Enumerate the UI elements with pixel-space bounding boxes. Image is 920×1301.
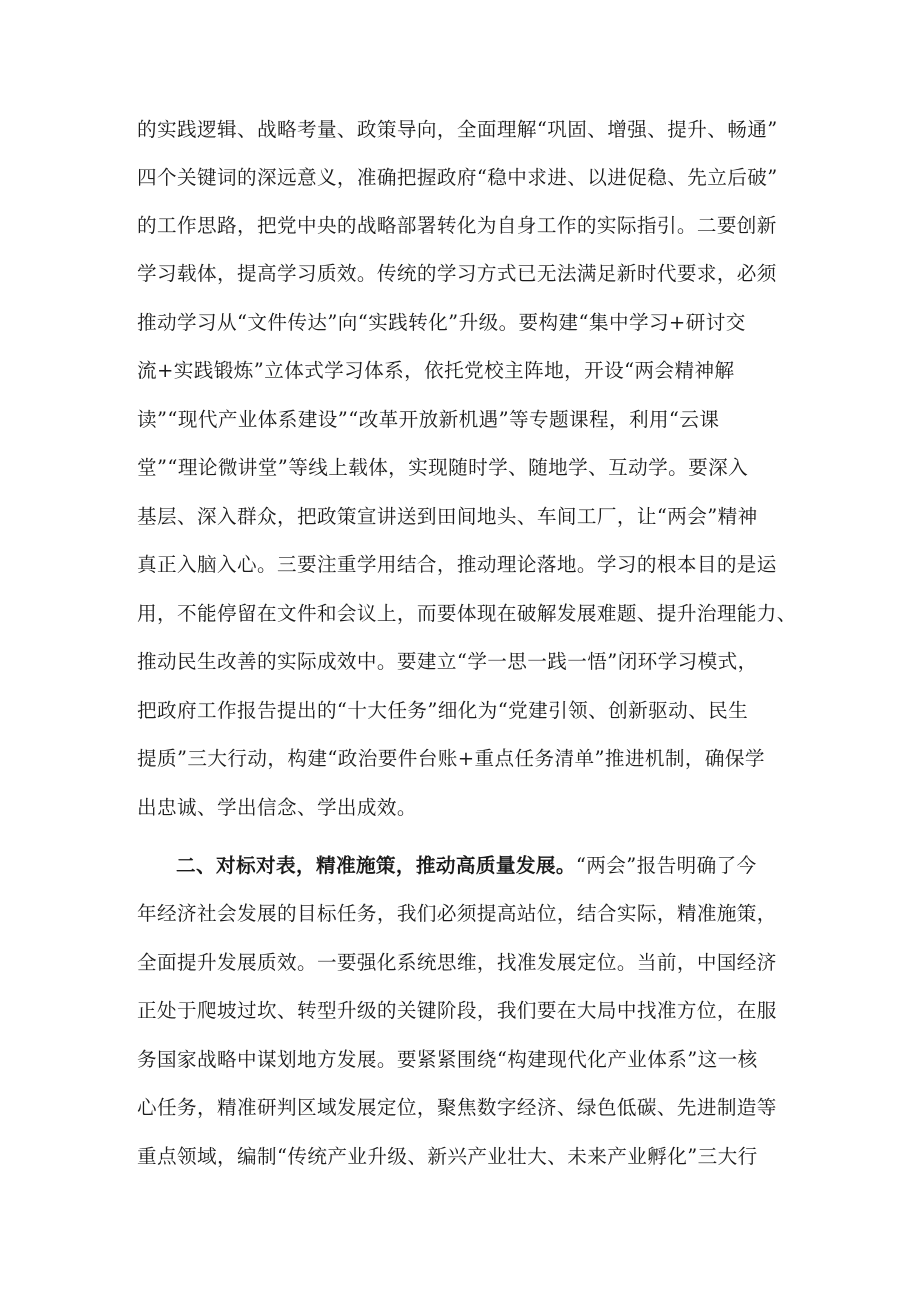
- paragraph-1-line-14: 提质”三大行动，构建“政治要件台账+重点任务清单”推进机制，确保学: [137, 747, 765, 770]
- section-2-heading: 二、对标对表，精准施策，推动高质量发展。: [176, 854, 576, 877]
- paragraph-1-line-15: 出忠诚、学出信念、学出成效。: [137, 796, 417, 819]
- paragraph-2-line-1: 年经济社会发展的目标任务，我们必须提高站位，结合实际，精准施策，: [137, 902, 777, 925]
- paragraph-1-line-6: 流+实践锻炼”立体式学习体系，依托党校主阵地，开设“两会精神解: [137, 359, 735, 382]
- paragraph-1-line-8: 堂”“理论微讲堂”等线上载体，实现随时学、随地学、互动学。要深入: [137, 456, 749, 479]
- paragraph-1-line-13: 把政府工作报告提出的“十大任务”细化为“党建引领、创新驱动、民生: [137, 699, 749, 722]
- paragraph-2-line-5: 心任务，精准研判区域发展定位，聚焦数字经济、绿色低碳、先进制造等: [137, 1096, 777, 1119]
- paragraph-1-line-11: 用，不能停留在文件和会议上，而要体现在破解发展难题、提升治理能力、: [137, 602, 797, 625]
- paragraph-1-line-4: 学习载体，提高学习质效。传统的学习方式已无法满足新时代要求，必须: [137, 262, 777, 285]
- section-2-first-line-text: “两会”报告明确了今: [575, 854, 757, 877]
- paragraph-2-line-2: 全面提升发展质效。一要强化系统思维，找准发展定位。当前，中国经济: [137, 951, 777, 974]
- paragraph-1-line-10: 真正入脑入心。三要注重学用结合，推动理论落地。学习的根本目的是运: [137, 553, 777, 576]
- paragraph-1-line-3: 的工作思路，把党中央的战略部署转化为自身工作的实际指引。二要创新: [137, 214, 777, 237]
- paragraph-1-line-5: 推动学习从“文件传达”向“实践转化”升级。要构建“集中学习+研讨交: [137, 311, 746, 334]
- paragraph-1-line-9: 基层、深入群众，把政策宣讲送到田间地头、车间工厂，让“两会”精神: [137, 505, 758, 528]
- paragraph-1-line-1: 的实践逻辑、战略考量、政策导向，全面理解“巩固、增强、提升、畅通”: [137, 118, 778, 141]
- paragraph-1-line-12: 推动民生改善的实际成效中。要建立“学一思一践一悟”闭环学习模式，: [137, 650, 758, 673]
- paragraph-2-line-4: 务国家战略中谋划地方发展。要紧紧围绕“构建现代化产业体系”这一核: [137, 1048, 758, 1071]
- paragraph-1-line-2: 四个关键词的深远意义，准确把握政府“稳中求进、以进促稳、先立后破”: [137, 166, 778, 189]
- paragraph-1-line-7: 读”“现代产业体系建设”“改革开放新机遇”等专题课程，利用“云课: [137, 408, 720, 431]
- paragraph-2-line-6: 重点领域，编制“传统产业升级、新兴产业壮大、未来产业孵化”三大行: [137, 1145, 758, 1168]
- section-2-first-line: [176, 846, 757, 886]
- paragraph-2-line-3: 正处于爬坡过坎、转型升级的关键阶段，我们要在大局中找准方位，在服: [137, 999, 777, 1022]
